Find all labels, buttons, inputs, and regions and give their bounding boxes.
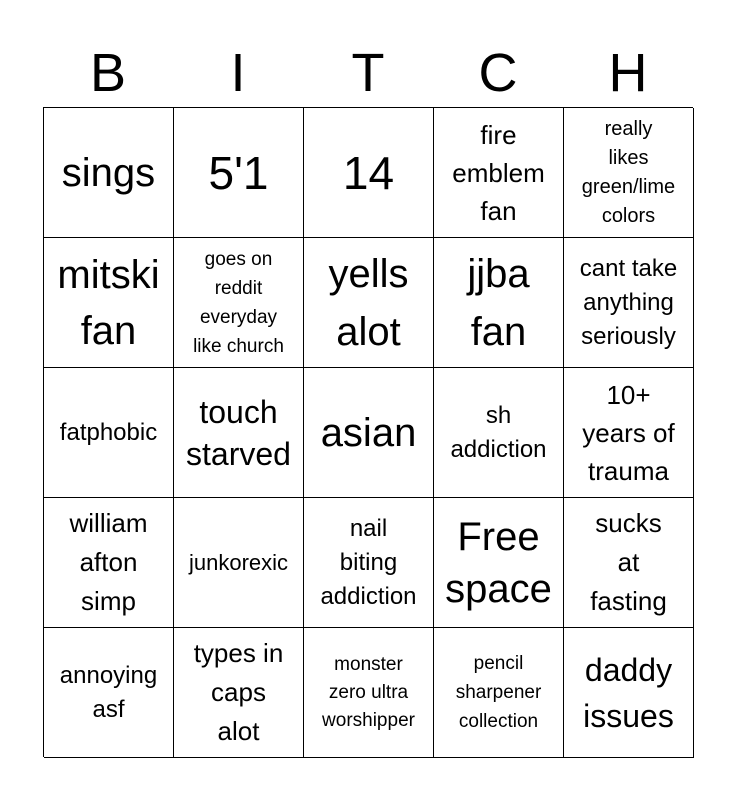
cell-text: sh addiction — [450, 401, 547, 463]
cell-text: 5'1 — [208, 146, 269, 199]
cell-text: asian — [320, 410, 417, 455]
bingo-cell[interactable] — [174, 628, 304, 758]
bingo-cell[interactable] — [174, 498, 304, 628]
bingo-cell[interactable] — [44, 368, 174, 498]
cell-text: annoying asf — [59, 661, 158, 723]
cell-text: yells alot — [328, 251, 409, 354]
cell-text: junkorexic — [188, 550, 289, 575]
bingo-cell[interactable] — [304, 108, 434, 238]
cell-text: daddy issues — [583, 651, 674, 734]
bingo-cell[interactable] — [304, 238, 434, 368]
header-letter-b: B — [89, 43, 127, 103]
bingo-cell[interactable] — [564, 108, 694, 238]
bingo-cell[interactable] — [434, 368, 564, 498]
bingo-cell[interactable] — [434, 238, 564, 368]
bingo-cell[interactable] — [44, 108, 174, 238]
cell-text: pencil sharpener collection — [455, 653, 542, 732]
bingo-cell[interactable] — [304, 628, 434, 758]
header-letter-h: H — [608, 43, 648, 103]
cell-text: nail biting addiction — [320, 514, 417, 610]
bingo-grid — [43, 107, 693, 757]
cell-text: touch starved — [186, 393, 291, 472]
bingo-cell[interactable] — [434, 108, 564, 238]
bingo-cell[interactable] — [174, 238, 304, 368]
header-letter-i: I — [230, 43, 246, 103]
header-letter-c: C — [478, 43, 518, 103]
cell-text: sings — [61, 150, 156, 195]
bingo-cell[interactable] — [564, 498, 694, 628]
cell-text: sucks at fasting — [590, 508, 667, 616]
cell-text: william afton simp — [69, 508, 148, 616]
cell-text: monster zero ultra worshipper — [322, 653, 415, 731]
bingo-cell[interactable] — [44, 238, 174, 368]
bingo-cell[interactable] — [304, 498, 434, 628]
cell-text: mitski fan — [57, 252, 160, 353]
bingo-cell[interactable] — [44, 628, 174, 758]
cell-text: fire emblem fan — [452, 119, 545, 226]
cell-text: 10+ years of trauma — [582, 379, 675, 486]
cell-text: goes on reddit everyday like church — [193, 248, 284, 357]
cell-text: cant take anything seriously — [579, 254, 678, 350]
bingo-cell[interactable] — [44, 498, 174, 628]
bingo-header — [43, 40, 693, 106]
cell-text: types in caps alot — [193, 638, 284, 746]
bingo-cell[interactable] — [434, 498, 564, 628]
cell-text: fatphobic — [59, 418, 158, 446]
cell-text: 14 — [342, 146, 395, 199]
bingo-cell[interactable] — [304, 368, 434, 498]
bingo-cell[interactable] — [564, 628, 694, 758]
bingo-cell[interactable] — [174, 368, 304, 498]
bingo-cell[interactable] — [434, 628, 564, 758]
bingo-cell[interactable] — [564, 238, 694, 368]
cell-text: jjba fan — [467, 251, 530, 354]
cell-text: Free space — [445, 514, 552, 611]
header-letter-t: T — [351, 43, 385, 103]
cell-text: really likes green/lime colors — [581, 117, 676, 227]
bingo-cell[interactable] — [174, 108, 304, 238]
bingo-cell[interactable] — [564, 368, 694, 498]
